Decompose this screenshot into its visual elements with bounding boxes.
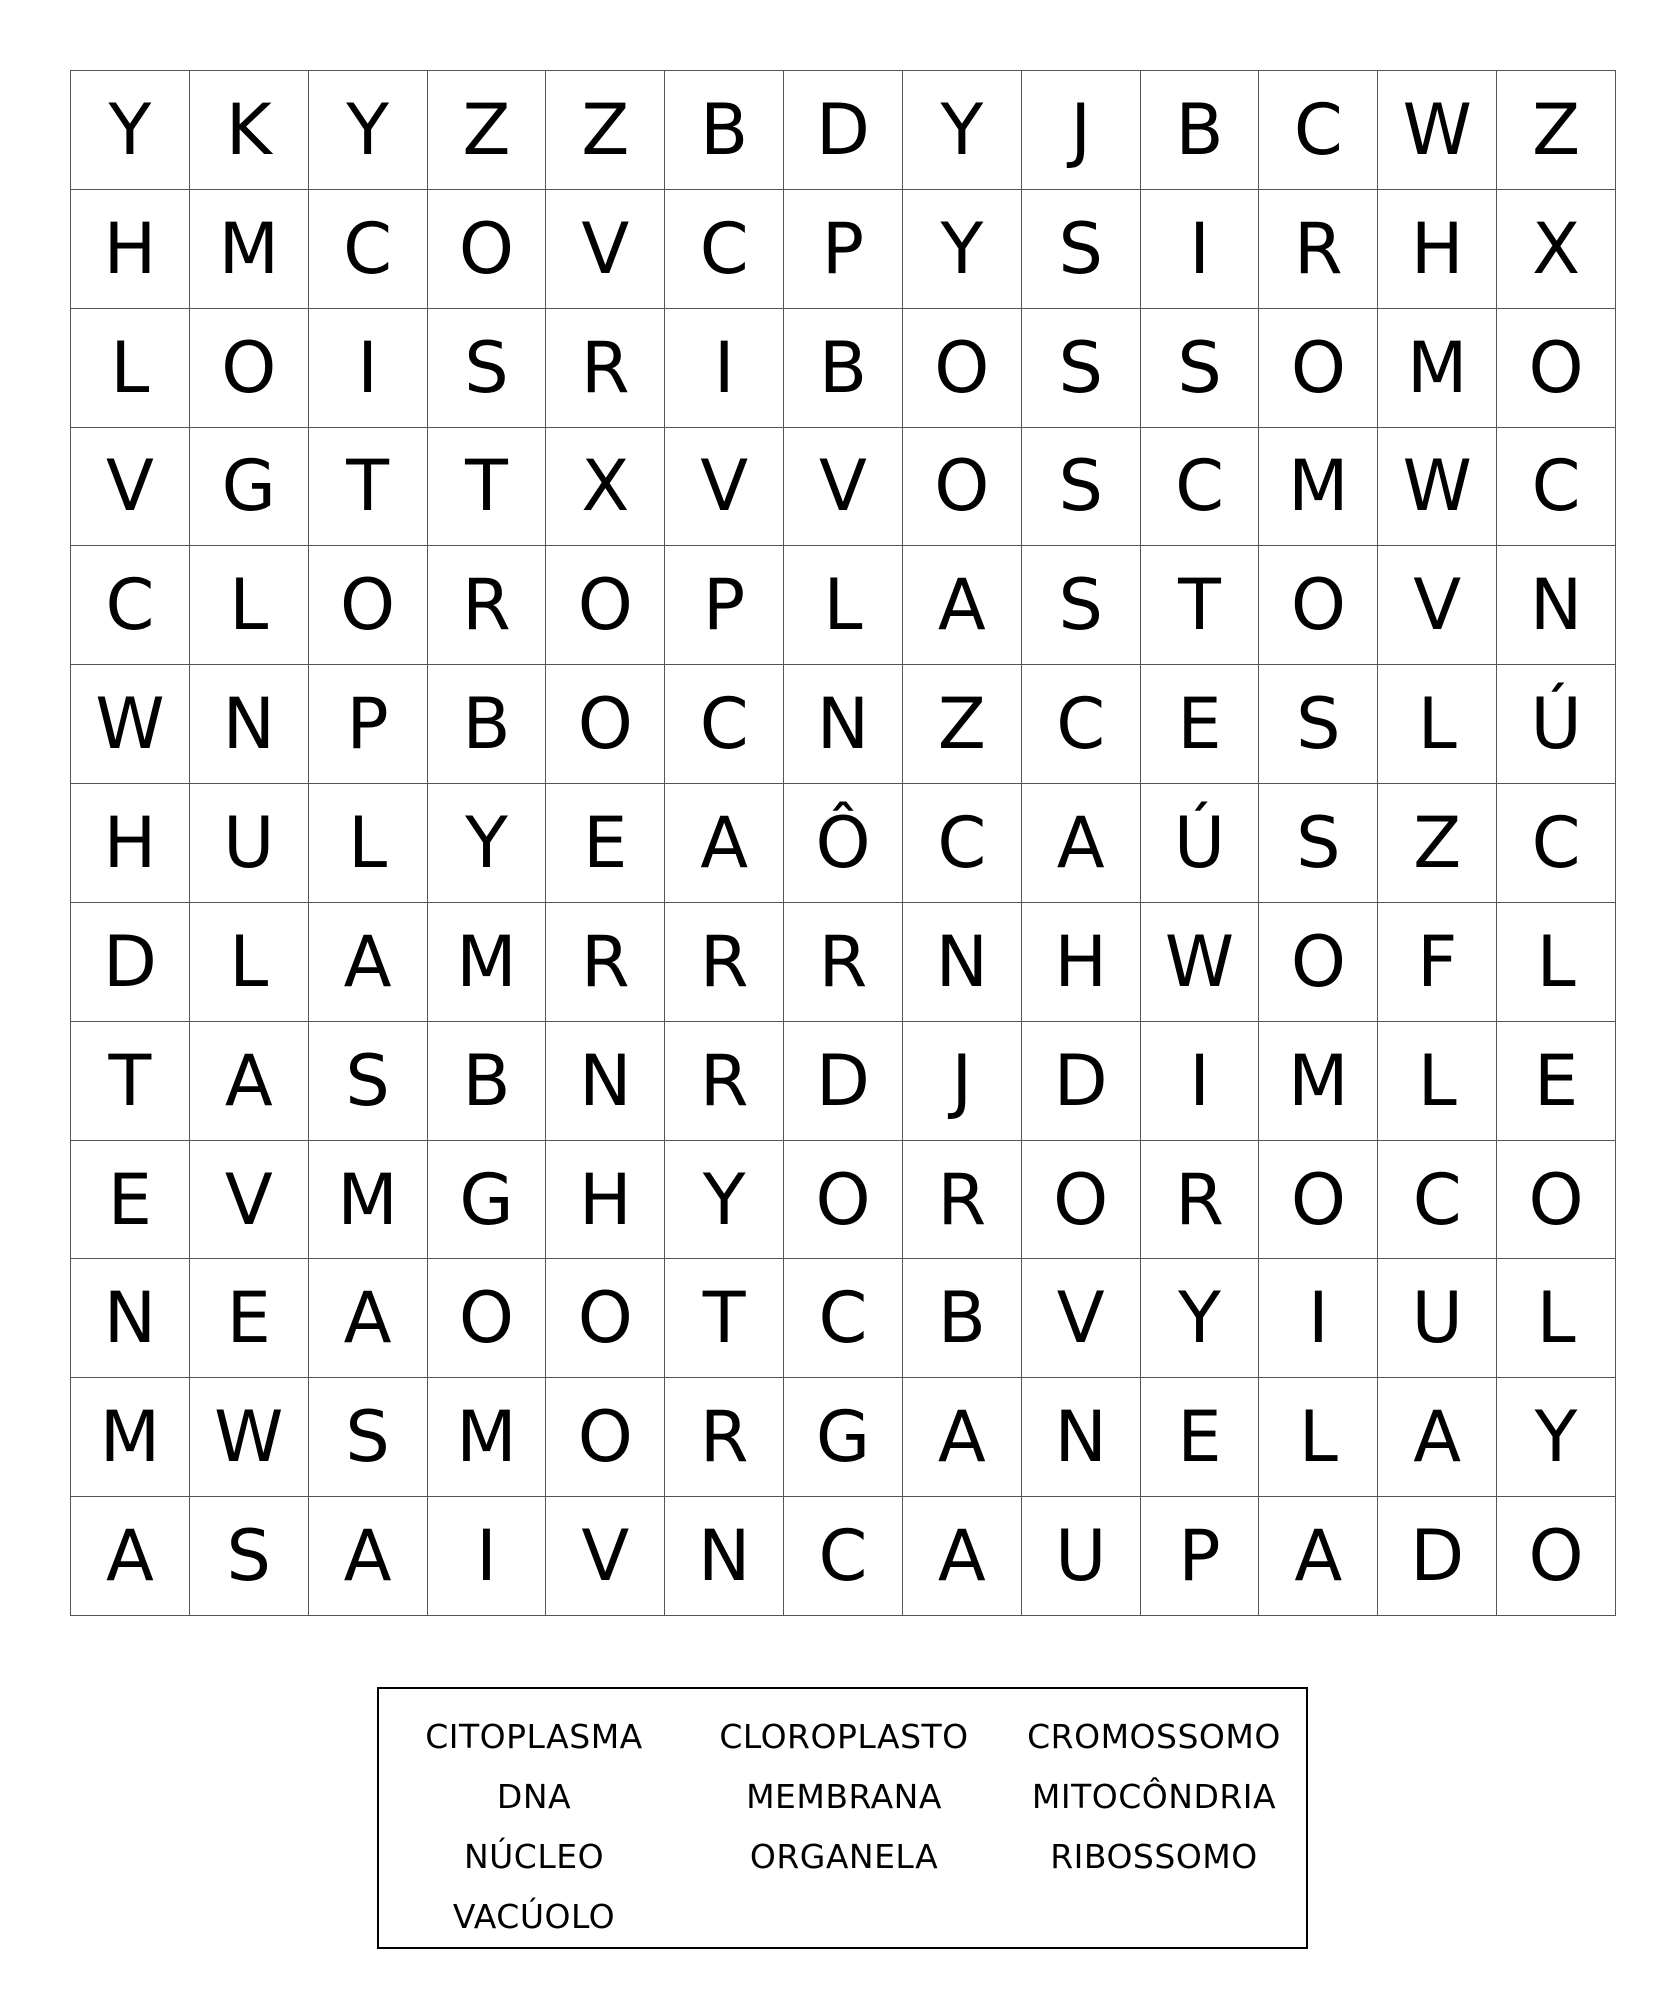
grid-cell[interactable]: C (903, 784, 1022, 903)
word-list-item: RIBOSSOMO (1050, 1837, 1258, 1876)
grid-cell[interactable]: M (1259, 428, 1378, 547)
grid-cell[interactable]: C (1497, 428, 1616, 547)
grid-cell[interactable]: S (1022, 428, 1141, 547)
grid-cell[interactable]: T (1141, 546, 1260, 665)
grid-cell[interactable]: N (665, 1497, 784, 1616)
grid-cell[interactable]: A (903, 1497, 1022, 1616)
grid-cell[interactable]: Ô (784, 784, 903, 903)
grid-cell[interactable]: E (546, 784, 665, 903)
grid-cell[interactable]: O (1497, 309, 1616, 428)
grid-cell[interactable]: O (903, 428, 1022, 547)
grid-cell[interactable]: G (784, 1378, 903, 1497)
grid-cell[interactable]: N (546, 1022, 665, 1141)
grid-cell[interactable]: D (784, 1022, 903, 1141)
word-search-grid (70, 70, 1616, 1616)
grid-cell[interactable]: V (546, 190, 665, 309)
grid-cell[interactable]: S (1022, 190, 1141, 309)
grid-cell[interactable]: L (71, 309, 190, 428)
grid-cell[interactable]: M (71, 1378, 190, 1497)
grid-cell[interactable]: C (71, 546, 190, 665)
grid-cell[interactable]: A (1022, 784, 1141, 903)
word-list-box (377, 1687, 1308, 1949)
grid-cell[interactable]: E (71, 1141, 190, 1260)
grid-cell[interactable]: C (784, 1259, 903, 1378)
grid-cell[interactable]: S (1259, 784, 1378, 903)
grid-cell[interactable]: Y (1141, 1259, 1260, 1378)
grid-cell[interactable]: O (1497, 1141, 1616, 1260)
grid-cell[interactable]: O (428, 190, 547, 309)
grid-cell[interactable]: L (1259, 1378, 1378, 1497)
grid-cell[interactable]: W (71, 665, 190, 784)
grid-cell[interactable]: B (1141, 71, 1260, 190)
grid-cell[interactable]: P (784, 190, 903, 309)
grid-cell[interactable]: B (903, 1259, 1022, 1378)
grid-cell[interactable]: V (784, 428, 903, 547)
grid-cell[interactable]: T (428, 428, 547, 547)
grid-cell[interactable]: J (1022, 71, 1141, 190)
grid-cell[interactable]: H (546, 1141, 665, 1260)
grid-cell[interactable]: N (1497, 546, 1616, 665)
grid-cell[interactable]: D (1022, 1022, 1141, 1141)
grid-cell[interactable]: S (1141, 309, 1260, 428)
grid-cell[interactable]: L (784, 546, 903, 665)
grid-cell[interactable]: E (1141, 1378, 1260, 1497)
grid-cell[interactable]: V (71, 428, 190, 547)
grid-cell[interactable]: N (71, 1259, 190, 1378)
grid-cell[interactable]: T (665, 1259, 784, 1378)
grid-cell[interactable]: L (309, 784, 428, 903)
grid-cell[interactable]: C (1022, 665, 1141, 784)
grid-cell[interactable]: B (428, 665, 547, 784)
grid-cell[interactable]: T (71, 1022, 190, 1141)
grid-cell[interactable]: A (1259, 1497, 1378, 1616)
grid-cell[interactable]: S (1022, 309, 1141, 428)
grid-cell[interactable]: W (190, 1378, 309, 1497)
grid-cell[interactable]: A (309, 1259, 428, 1378)
grid-cell[interactable]: Z (1378, 784, 1497, 903)
grid-cell[interactable]: L (1378, 665, 1497, 784)
grid-cell[interactable]: O (903, 309, 1022, 428)
grid-cell[interactable]: N (903, 903, 1022, 1022)
grid-cell[interactable]: W (1141, 903, 1260, 1022)
word-list (379, 1707, 1288, 1947)
grid-cell[interactable]: Z (903, 665, 1022, 784)
grid-cell[interactable]: X (546, 428, 665, 547)
grid-cell[interactable]: E (190, 1259, 309, 1378)
grid-cell[interactable]: C (665, 665, 784, 784)
grid-cell[interactable]: K (190, 71, 309, 190)
grid-cell[interactable]: S (1022, 546, 1141, 665)
grid-cell[interactable]: A (903, 546, 1022, 665)
word-list-item: NÚCLEO (463, 1837, 605, 1876)
grid-cell[interactable]: V (1022, 1259, 1141, 1378)
grid-cell[interactable]: V (1378, 546, 1497, 665)
grid-cell[interactable]: A (309, 1497, 428, 1616)
grid-cell[interactable]: P (665, 546, 784, 665)
grid-cell[interactable]: B (784, 309, 903, 428)
grid-cell[interactable]: A (190, 1022, 309, 1141)
grid-cell[interactable]: Z (428, 71, 547, 190)
grid-cell[interactable]: I (1259, 1259, 1378, 1378)
grid-cell[interactable]: N (190, 665, 309, 784)
grid-cell[interactable]: A (665, 784, 784, 903)
grid-cell[interactable]: V (190, 1141, 309, 1260)
grid-cell[interactable]: R (428, 546, 547, 665)
grid-cell[interactable]: Y (903, 190, 1022, 309)
grid-cell[interactable]: J (903, 1022, 1022, 1141)
grid-cell[interactable]: E (1141, 665, 1260, 784)
grid-cell[interactable]: O (546, 1378, 665, 1497)
grid-cell[interactable]: V (546, 1497, 665, 1616)
grid-cell[interactable]: Y (71, 71, 190, 190)
grid-cell[interactable]: O (546, 546, 665, 665)
grid-cell[interactable]: I (428, 1497, 547, 1616)
grid-cell[interactable]: H (71, 784, 190, 903)
grid-cell[interactable]: X (1497, 190, 1616, 309)
word-list-item: VACÚOLO (452, 1897, 616, 1936)
grid-cell[interactable]: O (546, 665, 665, 784)
grid-cell[interactable]: Y (428, 784, 547, 903)
grid-cell[interactable]: A (1378, 1378, 1497, 1497)
grid-cell[interactable]: C (1378, 1141, 1497, 1260)
grid-cell[interactable]: O (784, 1141, 903, 1260)
grid-cell[interactable]: R (546, 309, 665, 428)
grid-cell[interactable]: M (428, 903, 547, 1022)
grid-cell[interactable]: O (428, 1259, 547, 1378)
grid-cell[interactable]: I (309, 309, 428, 428)
grid-cell[interactable]: O (546, 1259, 665, 1378)
grid-cell[interactable]: R (665, 1378, 784, 1497)
word-list-item: CITOPLASMA (425, 1717, 643, 1756)
word-list-item: MEMBRANA (746, 1777, 942, 1816)
grid-cell[interactable]: L (1378, 1022, 1497, 1141)
grid-cell[interactable]: M (309, 1141, 428, 1260)
grid-cell[interactable]: D (784, 71, 903, 190)
grid-cell[interactable]: H (1378, 190, 1497, 309)
grid-cell[interactable]: C (1497, 784, 1616, 903)
word-list-item: CROMOSSOMO (1027, 1717, 1281, 1756)
grid-cell[interactable]: Ú (1497, 665, 1616, 784)
grid-cell[interactable]: U (1022, 1497, 1141, 1616)
grid-cell[interactable]: M (428, 1378, 547, 1497)
grid-cell[interactable]: O (1259, 309, 1378, 428)
grid-cell[interactable]: W (1378, 71, 1497, 190)
grid-cell[interactable]: Y (665, 1141, 784, 1260)
word-list-item: CLOROPLASTO (719, 1717, 969, 1756)
grid-cell[interactable]: M (1378, 309, 1497, 428)
grid-cell[interactable]: W (1378, 428, 1497, 547)
grid-cell[interactable]: H (71, 190, 190, 309)
grid-cell[interactable]: D (1378, 1497, 1497, 1616)
word-list-item: DNA (496, 1777, 572, 1816)
grid-cell[interactable]: D (71, 903, 190, 1022)
grid-cell[interactable]: R (546, 903, 665, 1022)
grid-cell[interactable]: A (71, 1497, 190, 1616)
grid-cell[interactable]: S (309, 1378, 428, 1497)
grid-cell[interactable]: R (665, 903, 784, 1022)
grid-cell[interactable]: F (1378, 903, 1497, 1022)
grid-cell[interactable]: S (190, 1497, 309, 1616)
grid-cell[interactable]: Z (546, 71, 665, 190)
grid-cell[interactable]: N (1022, 1378, 1141, 1497)
grid-cell[interactable]: B (665, 71, 784, 190)
grid-cell[interactable]: B (428, 1022, 547, 1141)
grid-cell[interactable]: O (190, 309, 309, 428)
grid-cell[interactable]: N (784, 665, 903, 784)
grid-cell[interactable]: C (1141, 428, 1260, 547)
grid-cell[interactable]: R (903, 1141, 1022, 1260)
grid-cell[interactable]: L (1497, 1259, 1616, 1378)
grid-cell[interactable]: L (190, 546, 309, 665)
grid-cell[interactable]: A (903, 1378, 1022, 1497)
word-list-item: MITOCÔNDRIA (1031, 1777, 1277, 1816)
grid-cell[interactable]: I (665, 309, 784, 428)
grid-cell[interactable]: P (309, 665, 428, 784)
grid-cell[interactable]: R (1141, 1141, 1260, 1260)
grid-cell[interactable]: Y (309, 71, 428, 190)
grid-cell[interactable]: R (1259, 190, 1378, 309)
grid-cell[interactable]: T (309, 428, 428, 547)
word-list-item: ORGANELA (749, 1837, 939, 1876)
grid-cell[interactable]: R (665, 1022, 784, 1141)
grid-cell[interactable]: Z (1497, 71, 1616, 190)
grid-cell[interactable]: O (1259, 903, 1378, 1022)
grid-cell[interactable]: L (1497, 903, 1616, 1022)
grid-cell[interactable]: Y (1497, 1378, 1616, 1497)
grid-cell[interactable]: Ú (1141, 784, 1260, 903)
grid-cell[interactable]: U (190, 784, 309, 903)
grid-cell[interactable]: E (1497, 1022, 1616, 1141)
grid-cell[interactable]: O (1497, 1497, 1616, 1616)
grid-cell[interactable]: V (665, 428, 784, 547)
grid-cell[interactable]: L (190, 903, 309, 1022)
grid-cell[interactable]: U (1378, 1259, 1497, 1378)
grid-cell[interactable]: I (1141, 190, 1260, 309)
grid-cell[interactable]: S (309, 1022, 428, 1141)
grid-cell[interactable]: Y (903, 71, 1022, 190)
grid-cell[interactable]: C (1259, 71, 1378, 190)
grid-cell[interactable]: H (1022, 903, 1141, 1022)
grid-cell[interactable]: P (1141, 1497, 1260, 1616)
grid-cell[interactable]: I (1141, 1022, 1260, 1141)
grid-cell[interactable]: C (784, 1497, 903, 1616)
grid-cell[interactable]: A (309, 903, 428, 1022)
grid-cell[interactable]: C (665, 190, 784, 309)
grid-cell[interactable]: S (1259, 665, 1378, 784)
grid-cell[interactable]: M (190, 190, 309, 309)
grid-cell[interactable]: G (190, 428, 309, 547)
grid-cell[interactable]: M (1259, 1022, 1378, 1141)
grid-cell[interactable]: O (309, 546, 428, 665)
grid-cell[interactable]: R (784, 903, 903, 1022)
grid-cell[interactable]: C (309, 190, 428, 309)
grid-cell[interactable]: O (1022, 1141, 1141, 1260)
grid-cell[interactable]: G (428, 1141, 547, 1260)
grid-cell[interactable]: S (428, 309, 547, 428)
grid-cell[interactable]: O (1259, 546, 1378, 665)
grid-cell[interactable]: O (1259, 1141, 1378, 1260)
